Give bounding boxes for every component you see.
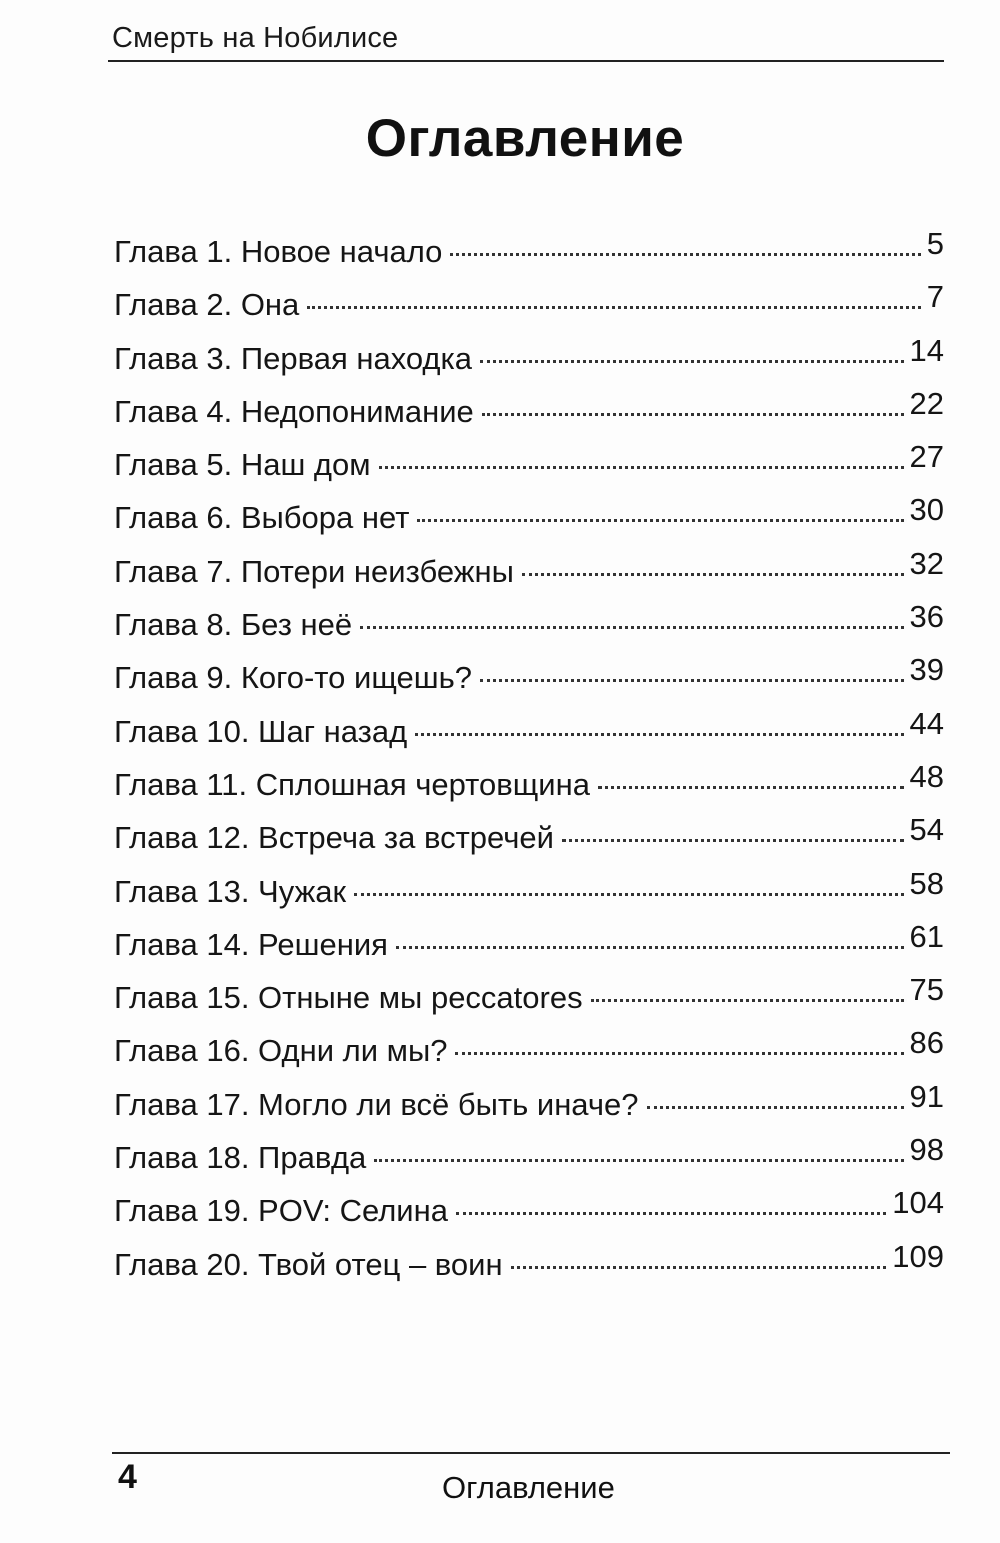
toc-entry [114, 545, 944, 598]
toc-entry-title: Глава 9. Кого-то ищешь? [114, 660, 472, 696]
toc-entry-title: Глава 18. Правда [114, 1140, 367, 1176]
toc-dot-leader [480, 679, 904, 682]
toc-entry-page: 5 [926, 226, 944, 261]
toc-entry [114, 1078, 944, 1131]
toc-entry-page: 14 [909, 332, 944, 368]
toc-entry-page: 48 [909, 758, 944, 794]
toc-entry-page: 7 [926, 279, 944, 315]
toc-entry-page: 61 [909, 918, 944, 954]
toc-entry-title: Глава 14. Решения [114, 926, 388, 962]
toc-entry [114, 651, 944, 704]
toc-entry-page: 86 [909, 1025, 944, 1061]
toc-entry-page: 36 [909, 599, 944, 635]
running-header [108, 20, 944, 62]
toc-entry [114, 278, 944, 331]
toc-entry-page: 75 [909, 972, 944, 1008]
toc-dot-leader [456, 1212, 886, 1215]
toc-dot-leader [354, 893, 903, 896]
toc-entry [114, 1131, 944, 1184]
toc-dot-leader [450, 253, 920, 256]
toc-entry-title: Глава 20. Твой отец – воин [114, 1246, 503, 1282]
toc-entry-title: Глава 3. Первая находка [114, 340, 472, 376]
running-header-title: Смерть на Нобилисе [112, 22, 399, 54]
toc-entry [114, 811, 944, 864]
toc-entry-page: 104 [892, 1185, 944, 1221]
toc-entry-page: 27 [909, 439, 944, 475]
toc-dot-leader [480, 360, 904, 363]
toc-dot-leader [360, 626, 903, 629]
toc-entry-title: Глава 10. Шаг назад [114, 713, 408, 749]
toc-entry [114, 385, 944, 438]
toc-dot-leader [647, 1106, 904, 1109]
toc-entry [114, 332, 944, 385]
toc-dot-leader [591, 999, 904, 1002]
toc-dot-leader [415, 733, 903, 736]
toc-dot-leader [379, 466, 904, 469]
toc-entry-page: 98 [909, 1132, 944, 1168]
toc-dot-leader [307, 306, 920, 309]
toc-dot-leader [417, 519, 903, 522]
toc-entry-page: 109 [892, 1238, 944, 1274]
page-number: 4 [118, 1458, 137, 1496]
toc-entry-title: Глава 5. Наш дом [114, 447, 371, 483]
toc-title: Оглавление [365, 109, 685, 168]
toc-entry-title: Глава 2. Она [114, 287, 300, 323]
toc-list [114, 225, 944, 1291]
toc-dot-leader [396, 946, 904, 949]
toc-entry-title: Глава 4. Недопонимание [114, 393, 474, 429]
toc-dot-leader [562, 839, 904, 842]
toc-entry-title: Глава 13. Чужак [114, 873, 347, 909]
running-footer-title: Оглавление [442, 1470, 615, 1505]
toc-entry [114, 918, 944, 971]
toc-entry [114, 491, 944, 544]
toc-entry [114, 1184, 944, 1237]
toc-entry-title: Глава 11. Сплошная чертовщина [114, 766, 590, 802]
toc-entry-page: 22 [909, 385, 944, 421]
toc-entry-page: 30 [909, 492, 944, 528]
toc-entry-title: Глава 1. Новое начало [114, 234, 443, 269]
toc-entry [114, 758, 944, 811]
toc-dot-leader [455, 1052, 903, 1055]
toc-entry [114, 865, 944, 918]
toc-dot-leader [511, 1266, 887, 1269]
toc-entry-title: Глава 16. Одни ли мы? [114, 1033, 448, 1069]
footer-rule [112, 1452, 950, 1454]
toc-entry-page: 58 [909, 865, 944, 901]
toc-entry [114, 225, 944, 278]
toc-dot-leader [482, 413, 904, 416]
toc-entry-title: Глава 12. Встреча за встречей [114, 820, 554, 856]
toc-entry-title: Глава 17. Могло ли всё быть иначе? [114, 1086, 639, 1122]
toc-entry [114, 1024, 944, 1077]
toc-entry [114, 438, 944, 491]
toc-entry-title: Глава 6. Выбора нет [114, 500, 410, 536]
toc-entry-title: Глава 15. Отныне мы peccatores [114, 980, 583, 1016]
toc-entry-page: 54 [909, 812, 944, 848]
toc-entry-title: Глава 19. POV: Селина [114, 1193, 448, 1229]
toc-dot-leader [374, 1159, 903, 1162]
toc-entry-page: 44 [909, 705, 944, 741]
toc-entry [114, 1238, 944, 1291]
toc-entry [114, 705, 944, 758]
toc-dot-leader [598, 786, 904, 789]
toc-dot-leader [522, 573, 904, 576]
toc-entry-page: 91 [909, 1078, 944, 1114]
toc-entry-title: Глава 7. Потери неизбежны [114, 553, 514, 589]
toc-entry [114, 971, 944, 1024]
toc-entry [114, 598, 944, 651]
toc-entry-title: Глава 8. Без неё [114, 607, 353, 643]
toc-entry-page: 39 [909, 652, 944, 688]
toc-entry-page: 32 [909, 545, 944, 581]
